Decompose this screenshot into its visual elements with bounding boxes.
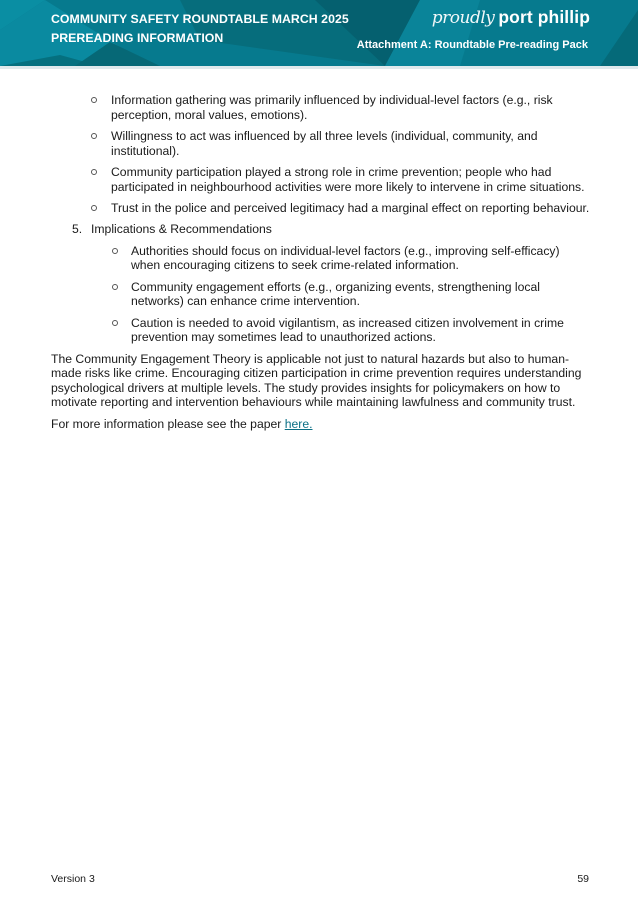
finding-text: Willingness to act was influenced by all three levels (individual, community, and institutional). [111, 128, 538, 158]
port-phillip-logo [432, 7, 590, 28]
more-info-text: For more information please see the paper [51, 416, 285, 431]
attachment-label: Attachment A: Roundtable Pre-reading Pack [356, 39, 588, 51]
list-item [51, 165, 591, 194]
list-item [51, 316, 591, 345]
document-title-line1: COMMUNITY SAFETY ROUNDTABLE MARCH 2025 [51, 12, 349, 26]
finding-text: Community participation played a strong role in crime prevention; people who had participated in neighbourhood activities were more likely to intervene in crime situations. [111, 164, 585, 194]
list-item [51, 201, 591, 216]
document-body [51, 93, 591, 438]
document-title-line2: PREREADING INFORMATION [51, 31, 224, 45]
summary-paragraph: The Community Engagement Theory is applicable not just to natural hazards but also to human-made risks like crime. Encouraging citizen participation in crime prevention requires understanding psychological drivers at multiple levels. The study provides insights for policymakers on how to motivate reporting and intervention behaviours while maintaining lawfulness and community trust. [51, 351, 582, 410]
findings-list [51, 93, 591, 216]
list-item [51, 93, 591, 122]
recommendation-text: Caution is needed to avoid vigilantism, as increased citizen involvement in crime prevention may sometimes lead to unauthorized actions. [131, 315, 564, 345]
recommendation-text: Authorities should focus on individual-level factors (e.g., improving self-efficacy) when encouraging citizens to seek crime-related information. [131, 243, 560, 273]
page-header-banner [0, 0, 638, 66]
logo-script-text: proudly [431, 8, 495, 28]
hollow-bullet-icon [91, 169, 97, 175]
more-info-paragraph [51, 417, 591, 432]
hollow-bullet-icon [91, 205, 97, 211]
footer-page-number: 59 [577, 873, 589, 885]
list-item [51, 280, 591, 309]
hollow-bullet-icon [91, 133, 97, 139]
section-number: 5. [72, 222, 83, 237]
section-title: Implications & Recommendations [91, 222, 272, 237]
finding-text: Information gathering was primarily influenced by individual-level factors (e.g., risk perception, moral values, emotions). [111, 93, 553, 122]
list-item [51, 244, 591, 273]
footer-version: Version 3 [51, 873, 95, 885]
list-item [51, 129, 591, 158]
paper-link[interactable]: here. [284, 416, 313, 431]
finding-text: Trust in the police and perceived legitimacy had a marginal effect on reporting behaviour. [111, 200, 590, 215]
hollow-bullet-icon [91, 97, 97, 103]
section-heading-implications [51, 222, 591, 237]
header-divider [0, 66, 638, 69]
recommendations-list [51, 244, 591, 345]
hollow-bullet-icon [112, 320, 118, 326]
hollow-bullet-icon [112, 248, 118, 254]
recommendation-text: Community engagement efforts (e.g., organizing events, strengthening local networks) can enhance crime intervention. [131, 279, 540, 309]
hollow-bullet-icon [112, 284, 118, 290]
logo-brand-text: port phillip [498, 7, 590, 27]
